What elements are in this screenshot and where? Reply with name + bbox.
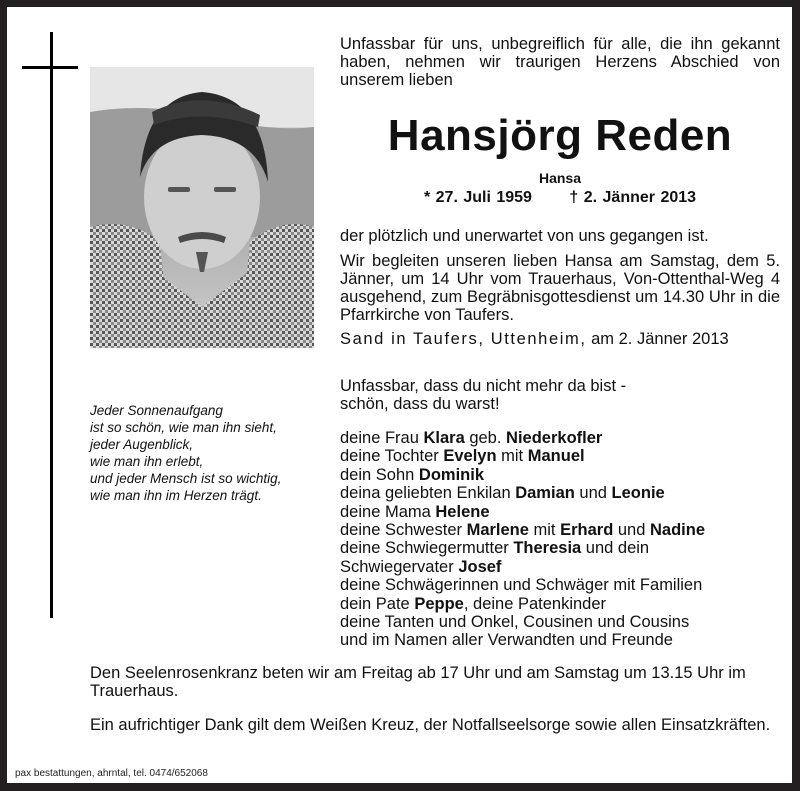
mourner-line: [340, 429, 785, 447]
deceased-name: Hansjörg Reden: [387, 111, 733, 160]
mourner-line: [340, 631, 785, 649]
deceased-nickname: Hansa: [538, 170, 582, 186]
mourner-relation: dein Pate: [340, 594, 415, 613]
death-date: † 2. Jänner 2013: [569, 189, 697, 206]
mourner-relation: mit: [528, 521, 561, 540]
mourner-name: Josef: [458, 557, 502, 576]
mourner-line: [340, 595, 785, 613]
mourner-relation: deine Frau: [340, 429, 424, 447]
life-dates: [340, 189, 780, 207]
mourner-name: Theresia: [513, 539, 582, 558]
mourner-relation: deine Schwägerinnen und Schwäger mit Familien: [340, 576, 703, 595]
mourners-list: [340, 429, 785, 650]
funeral-home-credit: pax bestattungen, ahrntal, tel. 0474/652068: [15, 768, 208, 779]
mourner-relation: deine Tanten und Onkel, Cousinen und Cousins: [340, 613, 690, 632]
poem: [90, 402, 281, 504]
date: am 2. Jänner 2013: [591, 330, 729, 348]
mourner-name: Leonie: [611, 484, 665, 503]
mourner-relation: und im Namen aller Verwandten und Freunde: [340, 631, 673, 650]
mourner-relation: mit: [496, 447, 528, 466]
mourner-line: [340, 576, 785, 594]
mourner-relation: und: [613, 521, 650, 540]
mourner-line: [340, 558, 785, 576]
mourner-relation: deine Tochter: [340, 447, 444, 466]
mourner-relation: und: [574, 484, 612, 503]
mourner-relation: dein Sohn: [340, 465, 419, 484]
mourner-relation: deine Schwester: [340, 521, 467, 540]
mourner-name: Marlene: [466, 521, 529, 540]
mourner-line: [340, 539, 785, 557]
mourner-name: Peppe: [414, 594, 464, 613]
place: Sand in Taufers, Uttenheim,: [340, 330, 587, 348]
mourner-name: Evelyn: [443, 447, 497, 466]
poem-line: und jeder Mensch ist so wichtig,: [90, 471, 282, 486]
mourner-relation: , deine Patenkinder: [463, 594, 607, 613]
mourner-line: [340, 447, 785, 465]
obituary-page: [7, 7, 792, 783]
poem-line: ist so schön, wie man ihn sieht,: [90, 420, 277, 435]
mourner-line: [340, 503, 785, 521]
mourner-line: [340, 466, 785, 484]
cross-icon-horizontal: [22, 66, 78, 69]
poem-line: Jeder Sonnenaufgang: [90, 403, 223, 418]
portrait-image: [90, 67, 314, 348]
poem-line: wie man ihn erlebt,: [90, 454, 204, 469]
mourner-relation: und dein: [581, 539, 650, 558]
mourner-name: Niederkofler: [506, 429, 603, 447]
place-date: [340, 330, 785, 348]
closing-notes: [90, 664, 790, 750]
mourner-line: [340, 521, 785, 539]
mourner-name: Damian: [515, 484, 575, 503]
mourner-relation: geb.: [464, 429, 507, 447]
mourner-relation: Schwiegervater: [340, 557, 459, 576]
passing-text: der plötzlich und unerwartet von uns gegangen ist.: [340, 227, 709, 245]
quote-line: schön, dass du warst!: [340, 395, 500, 413]
mourner-relation: deine Mama: [340, 502, 436, 521]
mourner-relation: deina geliebten Enkilan: [340, 484, 516, 503]
portrait-photo: [90, 67, 314, 348]
mourner-name: Erhard: [560, 521, 614, 540]
mourner-name: Dominik: [418, 465, 484, 484]
mourner-name: Nadine: [650, 521, 706, 540]
mourner-line: [340, 484, 785, 502]
mourner-name: Klara: [423, 429, 465, 447]
poem-line: wie man ihn im Herzen trägt.: [90, 488, 262, 503]
funeral-text: Wir begleiten unseren lieben Hansa am Samstag, dem 5. Jänner, um 14 Uhr vom Trauerhaus, Von-Ottenthal-Weg 4 ausgehend, zum Begräbnisgottesdienst um 14.30 Uhr in die Pfarrkirche von Taufers.: [340, 252, 780, 324]
mourner-name: Helene: [435, 502, 490, 521]
thanks-text: Ein aufrichtiger Dank gilt dem Weißen Kreuz, der Notfallseelsorge sowie allen Einsatzkräften.: [90, 716, 771, 734]
mourner-name: Manuel: [527, 447, 585, 466]
quote-line: Unfassbar, dass du nicht mehr da bist -: [340, 377, 627, 395]
mourner-line: [340, 613, 785, 631]
cross-icon-vertical: [50, 32, 53, 618]
poem-line: jeder Augenblick,: [90, 437, 194, 452]
rosary-text: Den Seelenrosenkranz beten wir am Freitag ab 17 Uhr und am Samstag um 13.15 Uhr im Trauerhaus.: [90, 664, 746, 700]
intro-text: Unfassbar für uns, unbegreiflich für alle, die ihn gekannt haben, nehmen wir traurigen Herzens Abschied von unserem lieben: [340, 35, 780, 89]
mourning-quote: [340, 377, 780, 413]
birth-date: * 27. Juli 1959: [423, 189, 532, 206]
mourner-relation: deine Schwiegermutter: [340, 539, 514, 558]
